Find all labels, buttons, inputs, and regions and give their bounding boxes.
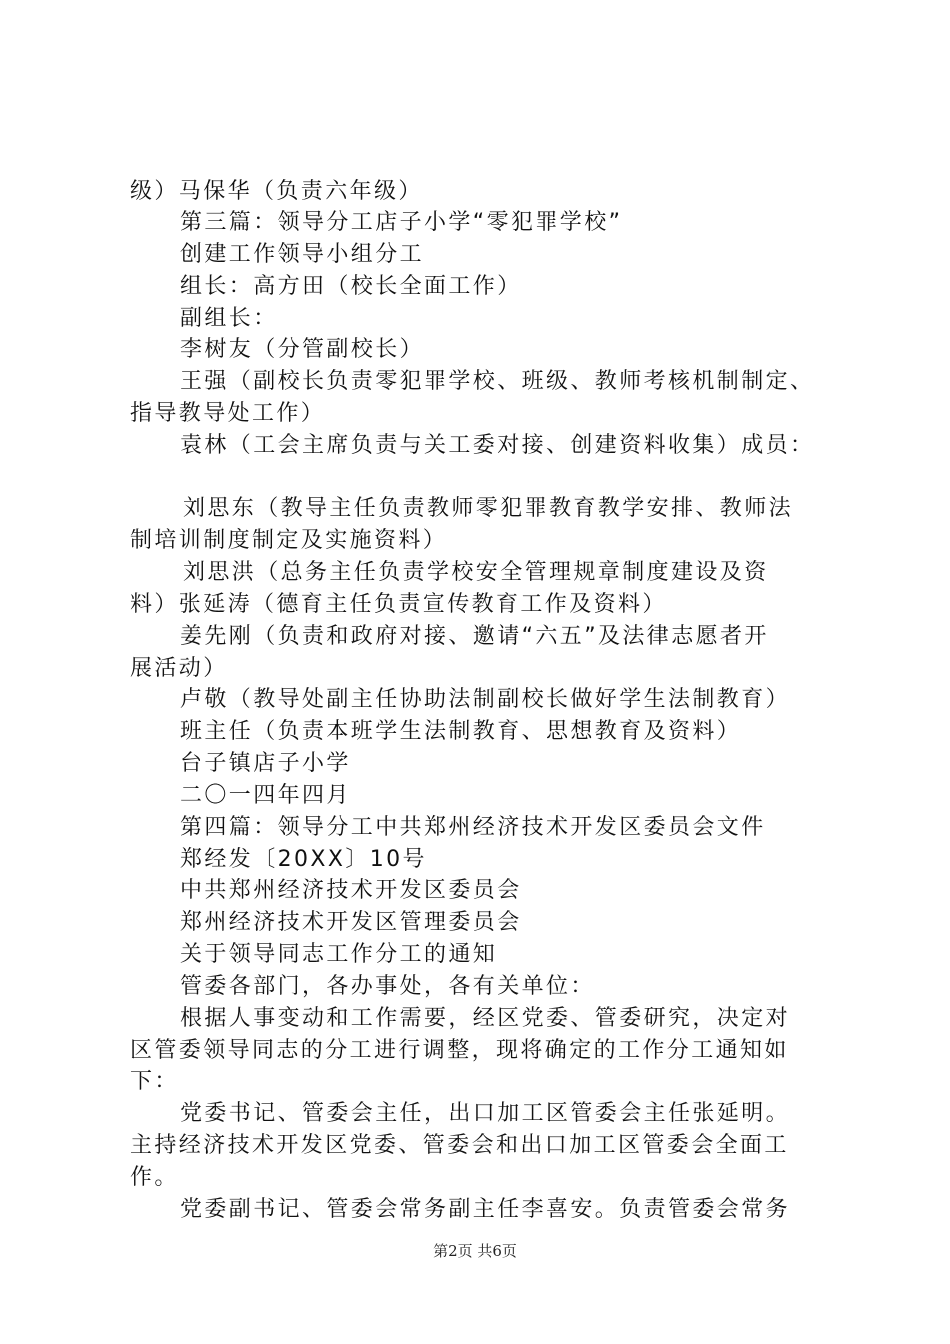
page-footer: 第2页 共6页 — [433, 1242, 517, 1260]
text-line: 李树友（分管副校长） — [180, 337, 425, 362]
text-line: 下： — [130, 1069, 179, 1094]
text-line: 制培训制度制定及实施资料） — [130, 528, 448, 553]
text-line: 二〇一四年四月 — [180, 783, 351, 808]
text-line: 料）张延涛（德育主任负责宣传教育工作及资料） — [130, 592, 667, 617]
text-line: 管委各部门，各办事处，各有关单位： — [180, 974, 595, 999]
text-line: 刘思东（教导主任负责教师零犯罪教育教学安排、教师法 — [183, 496, 794, 521]
text-line: 创建工作领导小组分工 — [180, 242, 425, 267]
text-line: 指导教导处工作） — [130, 401, 326, 426]
text-line: 作。 — [130, 1165, 179, 1190]
text-line: 根据人事变动和工作需要，经区党委、管委研究，决定对 — [180, 1006, 791, 1031]
text-line: 党委副书记、管委会常务副主任李喜安。负责管委会常务 — [180, 1197, 791, 1222]
text-line: 王强（副校长负责零犯罪学校、班级、教师考核机制制定、 — [180, 369, 815, 394]
text-line: 展活动） — [130, 656, 228, 681]
text-line: 郑经发〔20XX〕10号 — [180, 847, 427, 872]
text-line: 卢敬（教导处副主任协助法制副校长做好学生法制教育） — [180, 687, 791, 712]
text-line: 党委书记、管委会主任，出口加工区管委会主任张延明。 — [180, 1101, 791, 1126]
text-line: 班主任（负责本班学生法制教育、思想教育及资料） — [180, 719, 742, 744]
text-line: 刘思洪（总务主任负责学校安全管理规章制度建设及资 — [183, 560, 769, 585]
text-line: 组长：高方田（校长全面工作） — [180, 274, 522, 299]
text-line: 姜先刚（负责和政府对接、邀请“六五”及法律志愿者开 — [180, 624, 769, 649]
text-line: 副组长： — [180, 306, 278, 331]
text-line: 第四篇：领导分工中共郑州经济技术开发区委员会文件 — [180, 815, 766, 840]
text-line: 第三篇：领导分工店子小学“零犯罪学校” — [180, 210, 623, 235]
text-line: 级）马保华（负责六年级） — [130, 179, 423, 204]
text-line: 关于领导同志工作分工的通知 — [180, 942, 498, 967]
text-line: 台子镇店子小学 — [180, 751, 351, 776]
text-line: 袁林（工会主席负责与关工委对接、创建资料收集）成员： — [180, 433, 815, 458]
text-line: 郑州经济技术开发区管理委员会 — [180, 910, 522, 935]
text-line: 中共郑州经济技术开发区委员会 — [180, 878, 522, 903]
text-line: 区管委领导同志的分工进行调整，现将确定的工作分工通知如 — [130, 1038, 789, 1063]
text-line: 主持经济技术开发区党委、管委会和出口加工区管委会全面工 — [130, 1133, 789, 1158]
